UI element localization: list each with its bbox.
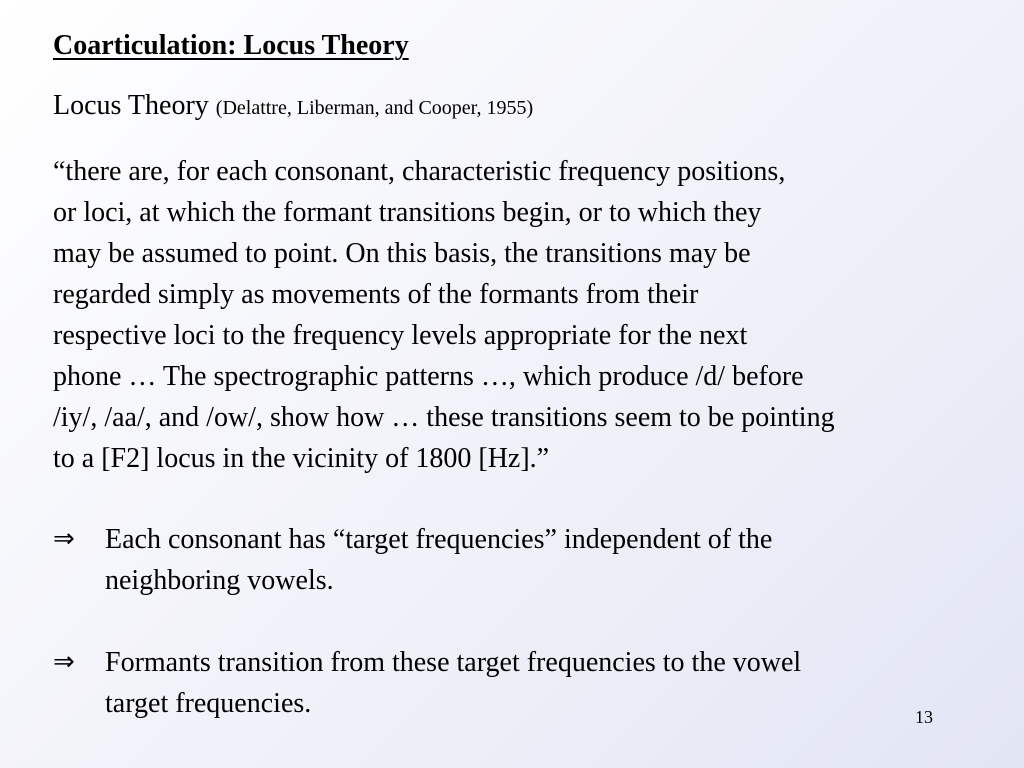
- quote-line: phone … The spectrographic patterns …, which produce /d/ before: [53, 361, 804, 392]
- quote-line: /iy/, /aa/, and /ow/, show how … these transitions seem to be pointing: [53, 402, 835, 433]
- bullet-line: Each consonant has “target frequencies” independent of the: [105, 524, 773, 555]
- quote-line: regarded simply as movements of the formants from their: [53, 279, 699, 310]
- bullet-line: target frequencies.: [105, 688, 312, 719]
- quote-line: “there are, for each consonant, characteristic frequency positions,: [53, 156, 786, 187]
- quote-line: respective loci to the frequency levels appropriate for the next: [53, 320, 748, 351]
- slide-title: Coarticulation: Locus Theory: [53, 30, 409, 61]
- bullet-text: [105, 642, 801, 724]
- implies-arrow-icon: ⇒: [53, 647, 75, 677]
- slide-subtitle: [53, 90, 533, 122]
- bullet-text: [105, 519, 772, 601]
- bullet-line: neighboring vowels.: [105, 565, 334, 596]
- quote-line: to a [F2] locus in the vicinity of 1800 [Hz].”: [53, 443, 550, 474]
- quote-block: [53, 151, 1013, 479]
- bullet-line: Formants transition from these target frequencies to the vowel: [105, 647, 802, 678]
- quote-line: may be assumed to point. On this basis, the transitions may be: [53, 238, 751, 269]
- subtitle-citation: (Delattre, Liberman, and Cooper, 1955): [215, 97, 534, 119]
- implies-arrow-icon: ⇒: [53, 524, 75, 554]
- page-number: 13: [915, 707, 933, 727]
- subtitle-main: Locus Theory: [53, 90, 209, 121]
- quote-line: or loci, at which the formant transitions begin, or to which they: [53, 197, 762, 228]
